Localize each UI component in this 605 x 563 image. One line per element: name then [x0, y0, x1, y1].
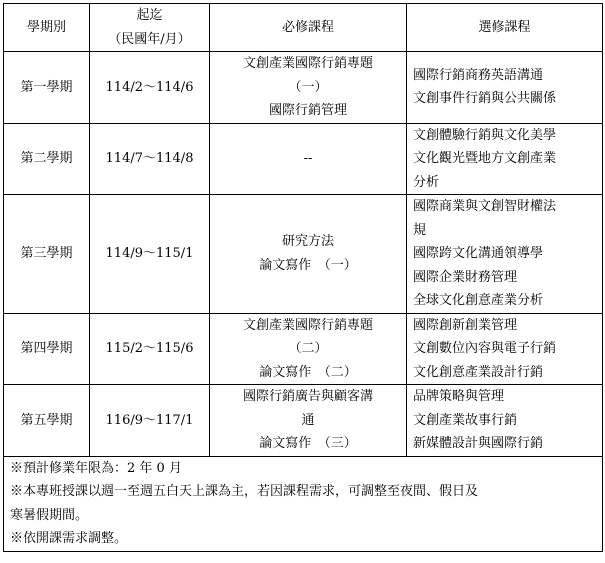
semester-cell: 第三學期 [4, 195, 90, 314]
semester-cell: 第二學期 [4, 123, 90, 195]
elective-course: 文化創意產業設計行銷 [413, 364, 544, 380]
elective-course: 文創數位內容與電子行銷 [413, 341, 557, 356]
elective-course: 文創事件行銷與公共關係 [413, 91, 557, 107]
required-cell [210, 52, 407, 124]
period-cell: 114/7～114/8 [90, 123, 210, 195]
required-course: （一） [288, 79, 328, 95]
elective-cell [407, 195, 603, 314]
note-line: ※本專班授課以週一至週五白天上課為主，若因課程需求，可調整至夜間、假日及 [10, 484, 479, 499]
elective-course: 全球文化創意產業分析 [413, 293, 544, 308]
note-line: ※預計修業年限為：2 年 0 月 [10, 460, 182, 476]
elective-cell [407, 52, 603, 124]
elective-course: 文化觀光暨地方文創產業 [413, 151, 557, 166]
semester-cell: 第一學期 [4, 52, 90, 124]
curriculum-table [3, 3, 603, 552]
elective-cell [407, 313, 603, 385]
table-row [4, 385, 603, 457]
period-cell: 114/2～114/6 [90, 52, 210, 124]
table-row [4, 313, 603, 385]
semester-cell: 第四學期 [4, 313, 90, 385]
table-row [4, 123, 603, 195]
elective-course: 國際創新創業管理 [413, 317, 518, 333]
elective-course: 文創體驗行銷與文化美學 [413, 127, 557, 143]
elective-course: 新媒體設計與國際行銷 [413, 436, 544, 451]
header-semester: 學期別 [4, 4, 90, 52]
header-period-line2: （民國年/月） [108, 31, 191, 47]
header-period-line1: 起迄 [136, 8, 163, 23]
elective-course: 規 [413, 222, 427, 238]
note-line: ※依開課需求調整。 [10, 531, 128, 546]
elective-course: 國際商業與文創智財權法 [413, 199, 557, 214]
required-cell [210, 195, 407, 314]
elective-cell [407, 385, 603, 457]
required-course: 論文寫作 （一） [259, 257, 357, 273]
table-row [4, 195, 603, 314]
elective-cell [407, 123, 603, 195]
required-course: （二） [288, 341, 328, 356]
period-cell: 116/9～117/1 [90, 385, 210, 457]
elective-course: 國際跨文化溝通領導學 [413, 246, 544, 261]
required-course: 研究方法 [281, 234, 334, 250]
required-course: 國際行銷管理 [268, 103, 347, 118]
header-period [90, 4, 210, 52]
required-course: 論文寫作 （三） [259, 436, 357, 451]
required-cell [210, 385, 407, 457]
elective-course: 國際行銷商務英語溝通 [413, 67, 544, 83]
required-course: 通 [301, 412, 315, 428]
required-course: 國際行銷廣告與顧客溝 [242, 389, 373, 404]
period-cell: 114/9～115/1 [90, 195, 210, 314]
note-line: 寒暑假期間。 [10, 507, 89, 523]
required-course: -- [303, 151, 313, 166]
elective-course: 分析 [413, 174, 440, 190]
table-row [4, 52, 603, 124]
header-elective: 選修課程 [407, 4, 603, 52]
elective-course: 品牌策略與管理 [413, 389, 505, 404]
header-row [4, 4, 603, 52]
period-cell: 115/2～115/6 [90, 313, 210, 385]
required-cell [210, 313, 407, 385]
elective-course: 文創產業故事行銷 [413, 412, 518, 428]
required-cell [210, 123, 407, 195]
required-course: 文創產業國際行銷專題 [242, 317, 373, 333]
required-course: 文創產業國際行銷專題 [242, 56, 373, 71]
notes-row [4, 456, 603, 551]
notes-cell [4, 456, 603, 551]
required-course: 論文寫作 （二） [259, 364, 357, 380]
elective-course: 國際企業財務管理 [413, 269, 518, 285]
header-required: 必修課程 [210, 4, 407, 52]
semester-cell: 第五學期 [4, 385, 90, 457]
